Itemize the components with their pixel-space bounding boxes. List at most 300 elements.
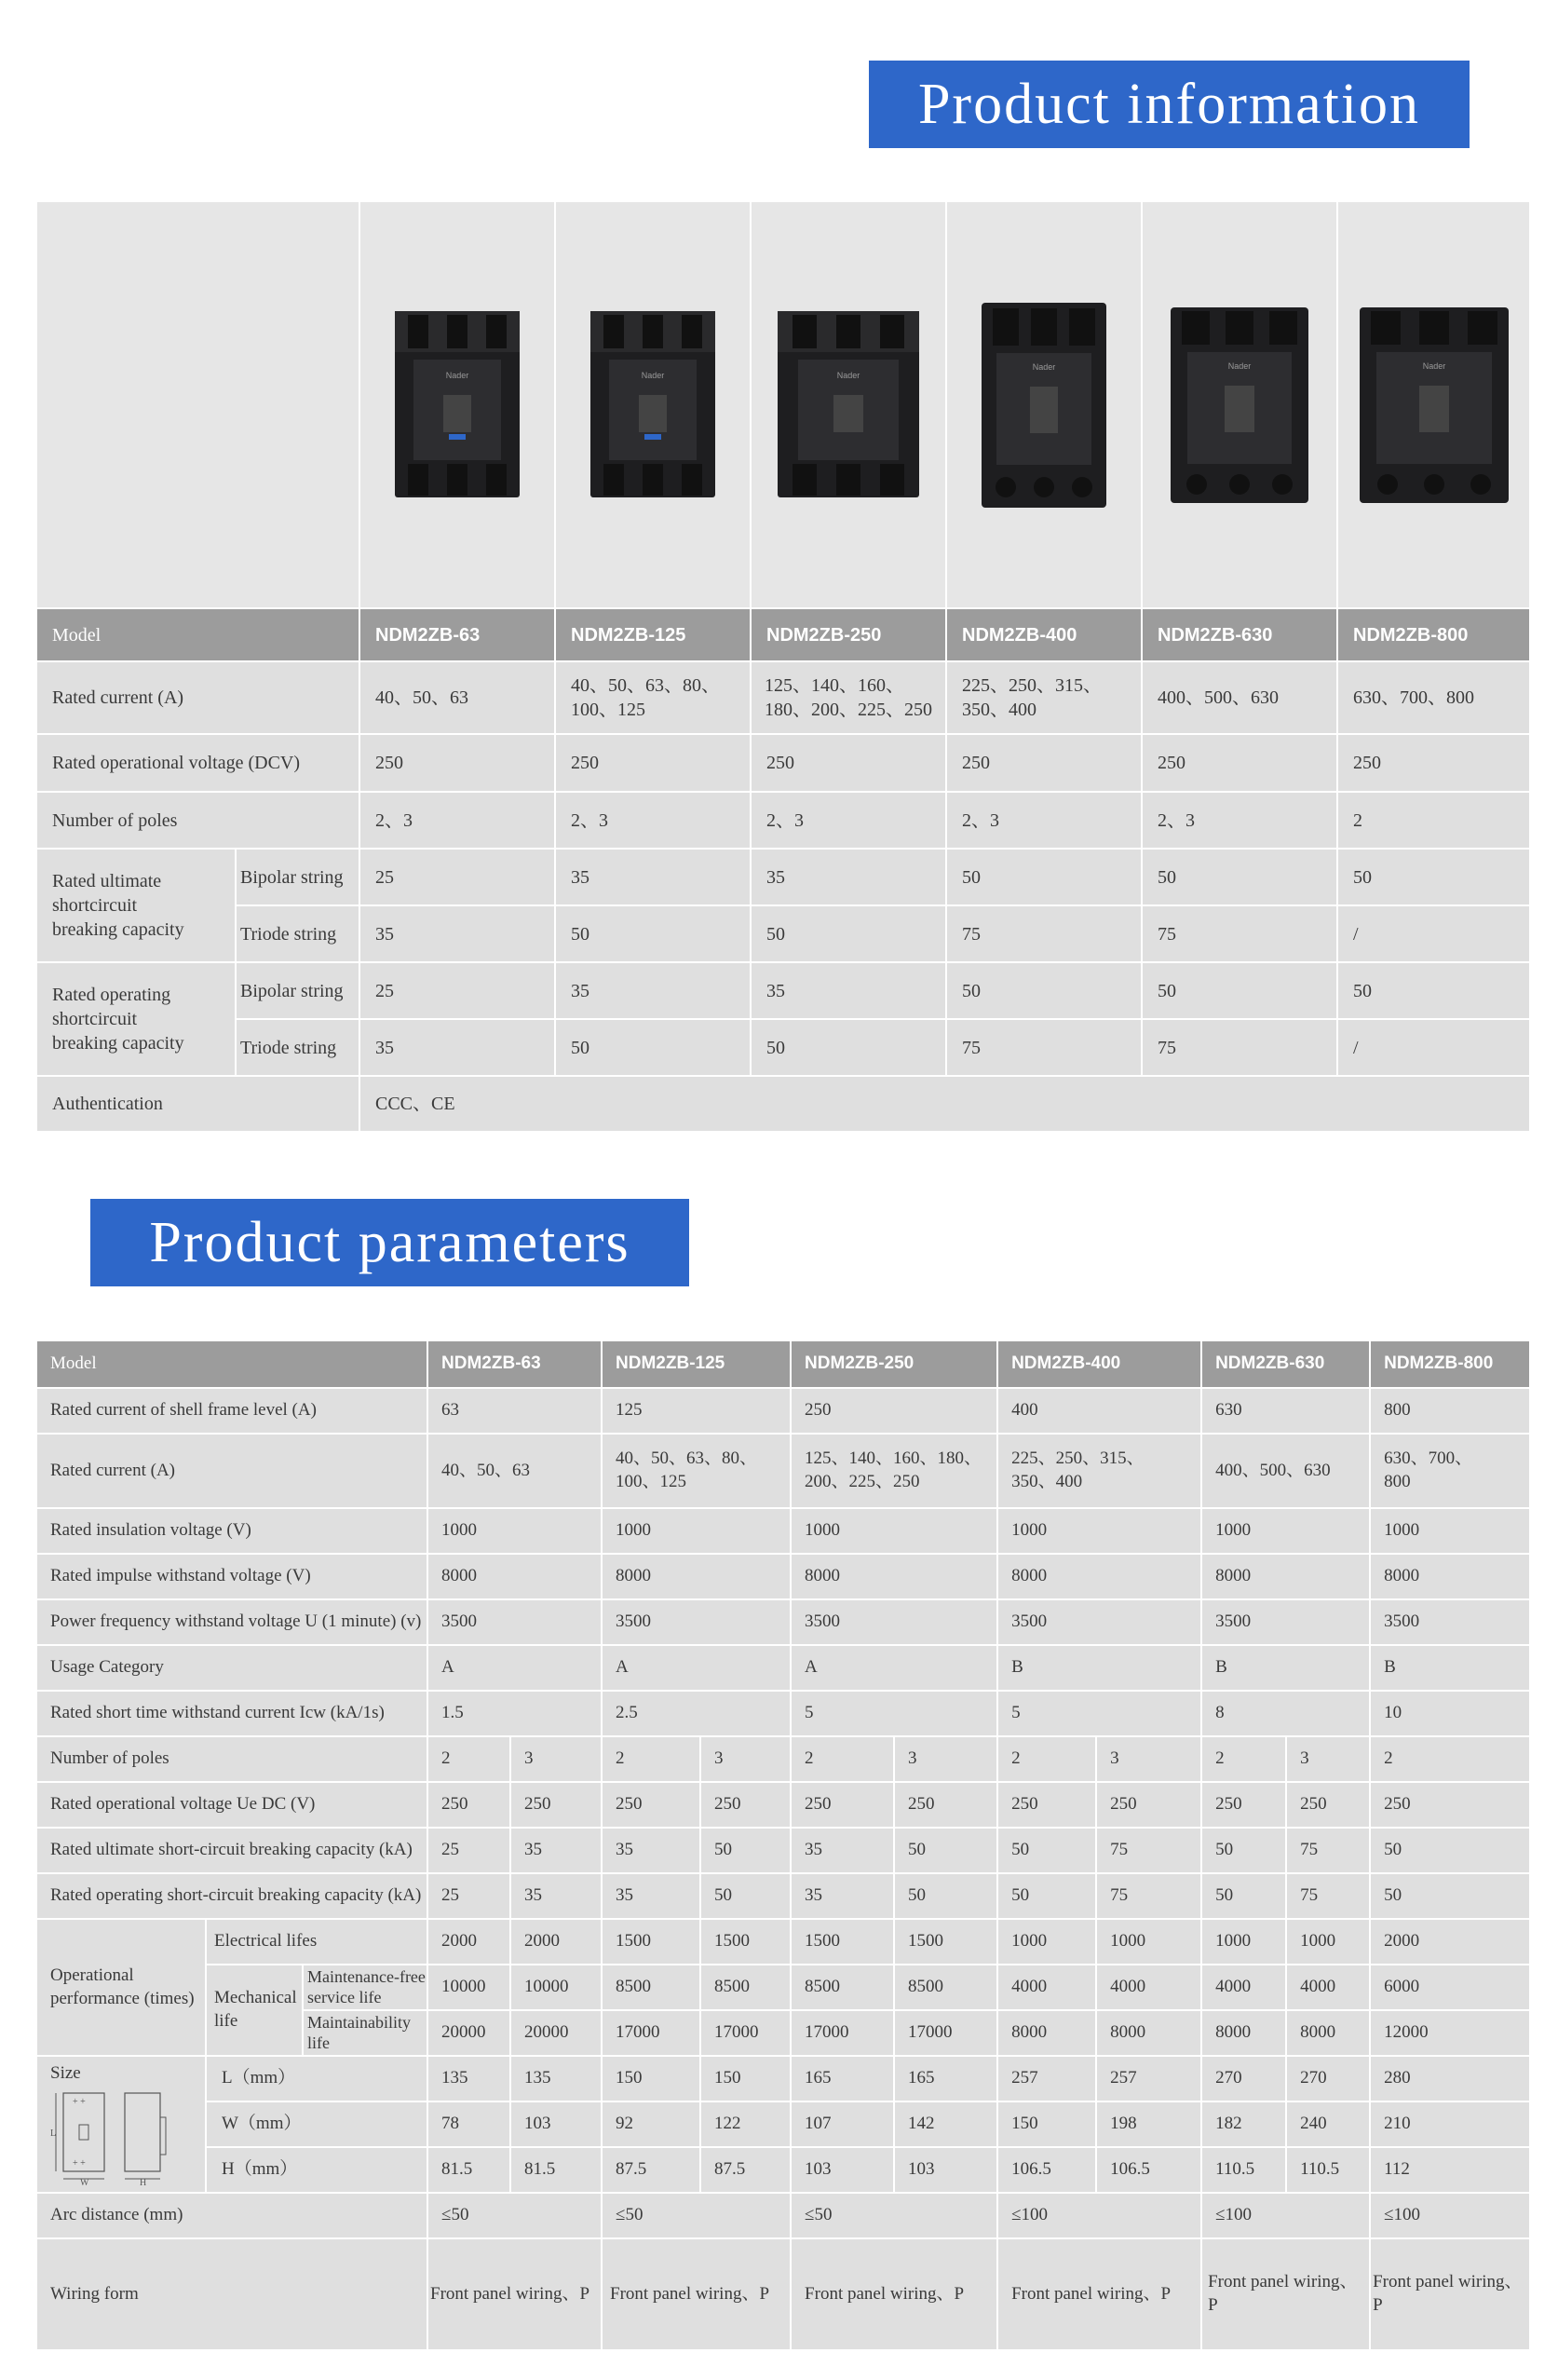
table-cell: 1000	[427, 1508, 602, 1554]
table-cell: 50	[1142, 849, 1337, 905]
table-cell: 50	[1201, 1873, 1286, 1919]
product-image	[946, 201, 1142, 608]
sub-label: Bipolar string	[236, 962, 359, 1019]
table-cell: B	[1370, 1645, 1530, 1691]
row-label: Rated operational voltage (DCV)	[36, 734, 359, 792]
table-cell: Front panel wiring、P	[427, 2238, 602, 2350]
table-cell: 2000	[1370, 1919, 1530, 1965]
table-cell: Front panel wiring、P	[997, 2238, 1201, 2350]
table-cell: 1000	[1370, 1508, 1530, 1554]
table-cell: 50	[700, 1828, 791, 1873]
table-cell: 20000	[510, 2010, 602, 2056]
table-cell: 35	[510, 1828, 602, 1873]
model-name: NDM2ZB-630	[1201, 1340, 1370, 1388]
table-cell: 17000	[791, 2010, 894, 2056]
table-cell: ≤100	[1370, 2193, 1530, 2238]
model-name: NDM2ZB-400	[946, 608, 1142, 661]
table-cell: 250	[997, 1782, 1096, 1828]
table-cell: 150	[700, 2056, 791, 2101]
section-title: Product information	[917, 72, 1421, 136]
table-cell: 1.5	[427, 1691, 602, 1736]
table-cell: 35	[359, 905, 555, 962]
empty-cell	[36, 201, 359, 608]
table-cell: ≤50	[791, 2193, 997, 2238]
table-cell: 250	[894, 1782, 997, 1828]
row-label: Rated operational voltage Ue DC (V)	[36, 1782, 427, 1828]
table-cell: 40、50、63、80、 100、125	[602, 1434, 791, 1508]
table-cell: 240	[1286, 2101, 1370, 2147]
table-cell: 75	[946, 1019, 1142, 1076]
table-cell: 87.5	[602, 2147, 700, 2193]
table-cell: ≤100	[1201, 2193, 1370, 2238]
svg-text:Nader: Nader	[1032, 361, 1056, 372]
table-cell: 35	[791, 1828, 894, 1873]
table-cell: 257	[1096, 2056, 1201, 2101]
table-cell: 250	[1142, 734, 1337, 792]
table-row	[36, 1019, 1530, 1076]
table-row	[36, 1691, 1530, 1736]
table-row	[36, 661, 1530, 734]
table-cell: 135	[510, 2056, 602, 2101]
table-cell: 35	[602, 1873, 700, 1919]
table-cell: 78	[427, 2101, 510, 2147]
table-cell: ≤50	[427, 2193, 602, 2238]
table-cell: 8500	[791, 1965, 894, 2010]
table-cell: 50	[894, 1873, 997, 1919]
table-cell: 3500	[997, 1599, 1201, 1645]
section-title: Product parameters	[149, 1210, 630, 1274]
table-cell: 250	[700, 1782, 791, 1828]
table-cell: 4000	[1096, 1965, 1201, 2010]
table-cell: 8	[1201, 1691, 1370, 1736]
svg-text:Nader: Nader	[445, 370, 469, 380]
table-cell: 50	[1370, 1828, 1530, 1873]
table-row	[36, 1736, 1530, 1782]
model-label: Model	[36, 1340, 427, 1388]
table-cell: 17000	[700, 2010, 791, 2056]
table-cell: 8000	[1096, 2010, 1201, 2056]
table-row	[36, 1434, 1530, 1508]
table-cell: Front panel wiring、P	[602, 2238, 791, 2350]
table-cell: 8000	[791, 1554, 997, 1599]
row-label: Number of poles	[36, 1736, 427, 1782]
table-cell: 1000	[1096, 1919, 1201, 1965]
table-cell: 107	[791, 2101, 894, 2147]
svg-text:+ +: + +	[73, 2157, 86, 2169]
table-cell: 35	[555, 962, 751, 1019]
model-name: NDM2ZB-63	[359, 608, 555, 661]
table-cell: 50	[997, 1873, 1096, 1919]
table-cell: /	[1337, 905, 1530, 962]
table-cell: 250	[1096, 1782, 1201, 1828]
table-cell: 35	[510, 1873, 602, 1919]
table-cell: 3	[1096, 1736, 1201, 1782]
table-row	[36, 1554, 1530, 1599]
table-cell: /	[1337, 1019, 1530, 1076]
model-name: NDM2ZB-250	[751, 608, 946, 661]
table-cell: 3	[510, 1736, 602, 1782]
table-cell: 1500	[791, 1919, 894, 1965]
table-cell: 50	[555, 905, 751, 962]
table-cell: 50	[700, 1873, 791, 1919]
row-label: Authentication	[36, 1076, 359, 1132]
table-cell: 87.5	[700, 2147, 791, 2193]
table-cell: 125	[602, 1388, 791, 1434]
table-cell: 50	[1370, 1873, 1530, 1919]
sub-label: Triode string	[236, 1019, 359, 1076]
table-cell: 1500	[602, 1919, 700, 1965]
table-cell: 35	[791, 1873, 894, 1919]
row-label: Usage Category	[36, 1645, 427, 1691]
row-label: Rated ultimate shortcircuit breaking capacity	[36, 849, 236, 962]
product-image	[751, 201, 946, 608]
table-row	[36, 1873, 1530, 1919]
model-name: NDM2ZB-125	[602, 1340, 791, 1388]
table-cell: 8000	[602, 1554, 791, 1599]
table-cell: 182	[1201, 2101, 1286, 2147]
table-cell: 400、500、630	[1201, 1434, 1370, 1508]
table-cell: 8500	[700, 1965, 791, 2010]
model-name: NDM2ZB-125	[555, 608, 751, 661]
table-cell: 106.5	[997, 2147, 1096, 2193]
row-label: Operational performance (times)	[36, 1919, 206, 2056]
table-cell: 2、3	[946, 792, 1142, 849]
table-cell: Front panel wiring、 P	[1370, 2238, 1530, 2350]
table-cell: ≤50	[602, 2193, 791, 2238]
table-row	[36, 849, 1530, 905]
row-label: Rated current (A)	[36, 1434, 427, 1508]
row-label: Rated operating shortcircuit breaking capacity	[36, 962, 236, 1076]
table-cell: 10000	[427, 1965, 510, 2010]
table-cell: 40、50、63	[359, 661, 555, 734]
row-label: Rated current of shell frame level (A)	[36, 1388, 427, 1434]
table-cell: 1000	[791, 1508, 997, 1554]
sub-label: Electrical lifes	[206, 1919, 427, 1965]
table-row	[36, 1508, 1530, 1554]
table-cell: 110.5	[1201, 2147, 1286, 2193]
table-cell: 8500	[602, 1965, 700, 2010]
table-row	[36, 1828, 1530, 1873]
product-image	[1337, 201, 1530, 608]
table-cell: 75	[946, 905, 1142, 962]
row-label: Rated insulation voltage (V)	[36, 1508, 427, 1554]
table-cell: 17000	[894, 2010, 997, 2056]
table-cell: B	[997, 1645, 1201, 1691]
table-cell: 198	[1096, 2101, 1201, 2147]
table-cell: 106.5	[1096, 2147, 1201, 2193]
table-cell: 5	[997, 1691, 1201, 1736]
table-row	[36, 905, 1530, 962]
table-cell: 6000	[1370, 1965, 1530, 2010]
table-cell: 1000	[1201, 1919, 1286, 1965]
table-row	[36, 2147, 1530, 2193]
row-label: Power frequency withstand voltage U (1 minute) (v)	[36, 1599, 427, 1645]
table-cell: 20000	[427, 2010, 510, 2056]
table-cell: 75	[1142, 1019, 1337, 1076]
table-cell: 250	[359, 734, 555, 792]
table-row	[36, 1645, 1530, 1691]
table-cell: 400、500、630	[1142, 661, 1337, 734]
table-cell: 125、140、160、 180、200、225、250	[751, 661, 946, 734]
table-cell: 1000	[997, 1508, 1201, 1554]
table-cell: 270	[1286, 2056, 1370, 2101]
table-cell: 250	[602, 1782, 700, 1828]
table-cell: 3	[700, 1736, 791, 1782]
product-parameters-table	[35, 1340, 1531, 2351]
table-row	[36, 1599, 1530, 1645]
model-name: NDM2ZB-250	[791, 1340, 997, 1388]
table-row	[36, 1965, 1530, 2010]
table-cell: B	[1201, 1645, 1370, 1691]
table-cell: 3	[894, 1736, 997, 1782]
table-cell: 103	[510, 2101, 602, 2147]
table-cell: 250	[510, 1782, 602, 1828]
table-cell: 250	[427, 1782, 510, 1828]
table-cell: 81.5	[427, 2147, 510, 2193]
table-row	[36, 2101, 1530, 2147]
table-cell: 50	[1337, 962, 1530, 1019]
table-cell: 17000	[602, 2010, 700, 2056]
table-row	[36, 1919, 1530, 1965]
table-cell: 250	[946, 734, 1142, 792]
table-cell: 8000	[1286, 2010, 1370, 2056]
table-cell: 35	[555, 849, 751, 905]
table-cell: 3	[1286, 1736, 1370, 1782]
table-cell: 1000	[1201, 1508, 1370, 1554]
table-cell: 122	[700, 2101, 791, 2147]
row-label: Rated operating short-circuit breaking capacity (kA)	[36, 1873, 427, 1919]
table-cell: 225、250、315、 350、400	[997, 1434, 1201, 1508]
table-cell: 250	[555, 734, 751, 792]
sub-label: Maintainability life	[303, 2010, 427, 2056]
table-cell: 50	[1142, 962, 1337, 1019]
table-cell: 63	[427, 1388, 602, 1434]
table-cell: A	[602, 1645, 791, 1691]
model-name: NDM2ZB-800	[1337, 608, 1530, 661]
table-cell: 50	[946, 962, 1142, 1019]
table-cell: 4000	[997, 1965, 1096, 2010]
table-cell: 2	[1370, 1736, 1530, 1782]
size-cell	[36, 2056, 206, 2193]
table-cell: Front panel wiring、P	[791, 2238, 997, 2350]
table-cell: 4000	[1286, 1965, 1370, 2010]
row-label: Rated ultimate short-circuit breaking capacity (kA)	[36, 1828, 427, 1873]
table-cell: 250	[1286, 1782, 1370, 1828]
table-cell: 3500	[791, 1599, 997, 1645]
table-row	[36, 1782, 1530, 1828]
table-cell: 50	[1337, 849, 1530, 905]
table-cell: 2	[997, 1736, 1096, 1782]
sub-label: H（mm）	[206, 2147, 427, 2193]
table-cell: CCC、CE	[359, 1076, 1530, 1132]
table-cell: 1000	[1286, 1919, 1370, 1965]
table-cell: 3500	[1370, 1599, 1530, 1645]
table-cell: 50	[751, 1019, 946, 1076]
table-row	[36, 1388, 1530, 1434]
table-row	[36, 962, 1530, 1019]
sub-label: Mechanical life	[206, 1965, 303, 2056]
table-cell: 35	[751, 962, 946, 1019]
table-cell: 103	[894, 2147, 997, 2193]
table-cell: 8000	[1201, 1554, 1370, 1599]
svg-text:Nader: Nader	[641, 370, 665, 380]
svg-text:Nader: Nader	[1422, 360, 1445, 371]
table-cell: 2	[602, 1736, 700, 1782]
table-cell: 150	[602, 2056, 700, 2101]
table-cell: 92	[602, 2101, 700, 2147]
product-image	[359, 201, 555, 608]
table-cell: 250	[1201, 1782, 1286, 1828]
model-name: NDM2ZB-800	[1370, 1340, 1530, 1388]
table-cell: 2、3	[751, 792, 946, 849]
table-cell: 25	[427, 1828, 510, 1873]
table-cell: 40、50、63、80、 100、125	[555, 661, 751, 734]
table-cell: A	[791, 1645, 997, 1691]
table-cell: 225、250、315、 350、400	[946, 661, 1142, 734]
table-cell: 50	[946, 849, 1142, 905]
model-name: NDM2ZB-63	[427, 1340, 602, 1388]
row-label: Size	[50, 2063, 81, 2083]
svg-text:Nader: Nader	[836, 370, 860, 380]
table-row	[36, 2238, 1530, 2350]
table-cell: 75	[1096, 1873, 1201, 1919]
table-cell: 8000	[1370, 1554, 1530, 1599]
table-cell: 50	[555, 1019, 751, 1076]
table-cell: 400	[997, 1388, 1201, 1434]
table-cell: 1500	[894, 1919, 997, 1965]
table-cell: 165	[791, 2056, 894, 2101]
table-cell: 8500	[894, 1965, 997, 2010]
table-cell: 2、3	[359, 792, 555, 849]
svg-text:W: W	[80, 2177, 89, 2186]
table-cell: 250	[791, 1388, 997, 1434]
table-cell: 165	[894, 2056, 997, 2101]
table-cell: 250	[1337, 734, 1530, 792]
table-cell: 75	[1142, 905, 1337, 962]
table-row	[36, 1076, 1530, 1132]
table-cell: 35	[751, 849, 946, 905]
sub-label: L（mm）	[206, 2056, 427, 2101]
table-cell: 142	[894, 2101, 997, 2147]
table-cell: 125、140、160、180、 200、225、250	[791, 1434, 997, 1508]
row-label: Arc distance (mm)	[36, 2193, 427, 2238]
sub-label: Maintenance-free service life	[303, 1965, 427, 2010]
table-cell: 270	[1201, 2056, 1286, 2101]
table-cell: 40、50、63	[427, 1434, 602, 1508]
product-image	[555, 201, 751, 608]
table-cell: 5	[791, 1691, 997, 1736]
model-header-row	[36, 1340, 1530, 1388]
sub-label: Bipolar string	[236, 849, 359, 905]
table-cell: 4000	[1201, 1965, 1286, 2010]
table-cell: 75	[1096, 1828, 1201, 1873]
table-cell: 3500	[1201, 1599, 1370, 1645]
table-cell: 3500	[602, 1599, 791, 1645]
table-cell: 2000	[510, 1919, 602, 1965]
table-row	[36, 2056, 1530, 2101]
sub-label: W（mm）	[206, 2101, 427, 2147]
table-cell: 50	[1201, 1828, 1286, 1873]
table-cell: 135	[427, 2056, 510, 2101]
table-cell: 35	[359, 1019, 555, 1076]
svg-text:+ +: + +	[73, 2096, 86, 2107]
product-information-table	[35, 200, 1531, 1133]
table-cell: 50	[751, 905, 946, 962]
product-parameters-banner	[90, 1199, 689, 1286]
table-cell: 1000	[997, 1919, 1096, 1965]
table-cell: 2、3	[1142, 792, 1337, 849]
table-row	[36, 734, 1530, 792]
model-label: Model	[36, 608, 359, 661]
table-cell: 75	[1286, 1873, 1370, 1919]
svg-text:L: L	[50, 2128, 57, 2139]
row-label: Rated impulse withstand voltage (V)	[36, 1554, 427, 1599]
svg-text:Nader: Nader	[1227, 360, 1252, 371]
table-cell: 2、3	[555, 792, 751, 849]
table-cell: 103	[791, 2147, 894, 2193]
table-cell: 10000	[510, 1965, 602, 2010]
table-cell: 50	[894, 1828, 997, 1873]
table-cell: 2	[791, 1736, 894, 1782]
sub-label: Triode string	[236, 905, 359, 962]
table-cell: 2.5	[602, 1691, 791, 1736]
row-label: Rated short time withstand current Icw (kA/1s)	[36, 1691, 427, 1736]
table-cell: 250	[1370, 1782, 1530, 1828]
table-cell: 2	[427, 1736, 510, 1782]
dimension-diagram	[50, 2089, 199, 2186]
table-cell: 210	[1370, 2101, 1530, 2147]
table-cell: 280	[1370, 2056, 1530, 2101]
table-cell: 112	[1370, 2147, 1530, 2193]
table-cell: 800	[1370, 1388, 1530, 1434]
svg-text:H: H	[140, 2177, 147, 2186]
table-cell: 10	[1370, 1691, 1530, 1736]
model-name: NDM2ZB-400	[997, 1340, 1201, 1388]
product-information-banner	[869, 61, 1470, 148]
table-cell: Front panel wiring、 P	[1201, 2238, 1370, 2350]
table-cell: 1000	[602, 1508, 791, 1554]
table-cell: 3500	[427, 1599, 602, 1645]
table-cell: 250	[751, 734, 946, 792]
table-cell: 50	[997, 1828, 1096, 1873]
table-cell: 630	[1201, 1388, 1370, 1434]
table-cell: 150	[997, 2101, 1096, 2147]
row-label: Number of poles	[36, 792, 359, 849]
table-cell: 257	[997, 2056, 1096, 2101]
table-cell: 2000	[427, 1919, 510, 1965]
table-cell: 8000	[427, 1554, 602, 1599]
table-cell: 35	[602, 1828, 700, 1873]
table-cell: 630、700、 800	[1370, 1434, 1530, 1508]
table-cell: 110.5	[1286, 2147, 1370, 2193]
product-image-row	[36, 201, 1530, 608]
table-cell: 250	[791, 1782, 894, 1828]
table-cell: 81.5	[510, 2147, 602, 2193]
row-label: Wiring form	[36, 2238, 427, 2350]
row-label: Rated current (A)	[36, 661, 359, 734]
table-row	[36, 792, 1530, 849]
table-row	[36, 2193, 1530, 2238]
table-cell: 8000	[1201, 2010, 1286, 2056]
table-cell: 8000	[997, 1554, 1201, 1599]
table-cell: 25	[427, 1873, 510, 1919]
table-cell: 12000	[1370, 2010, 1530, 2056]
table-cell: ≤100	[997, 2193, 1201, 2238]
table-cell: 2	[1201, 1736, 1286, 1782]
table-cell: 630、700、800	[1337, 661, 1530, 734]
model-name: NDM2ZB-630	[1142, 608, 1337, 661]
product-image	[1142, 201, 1337, 608]
